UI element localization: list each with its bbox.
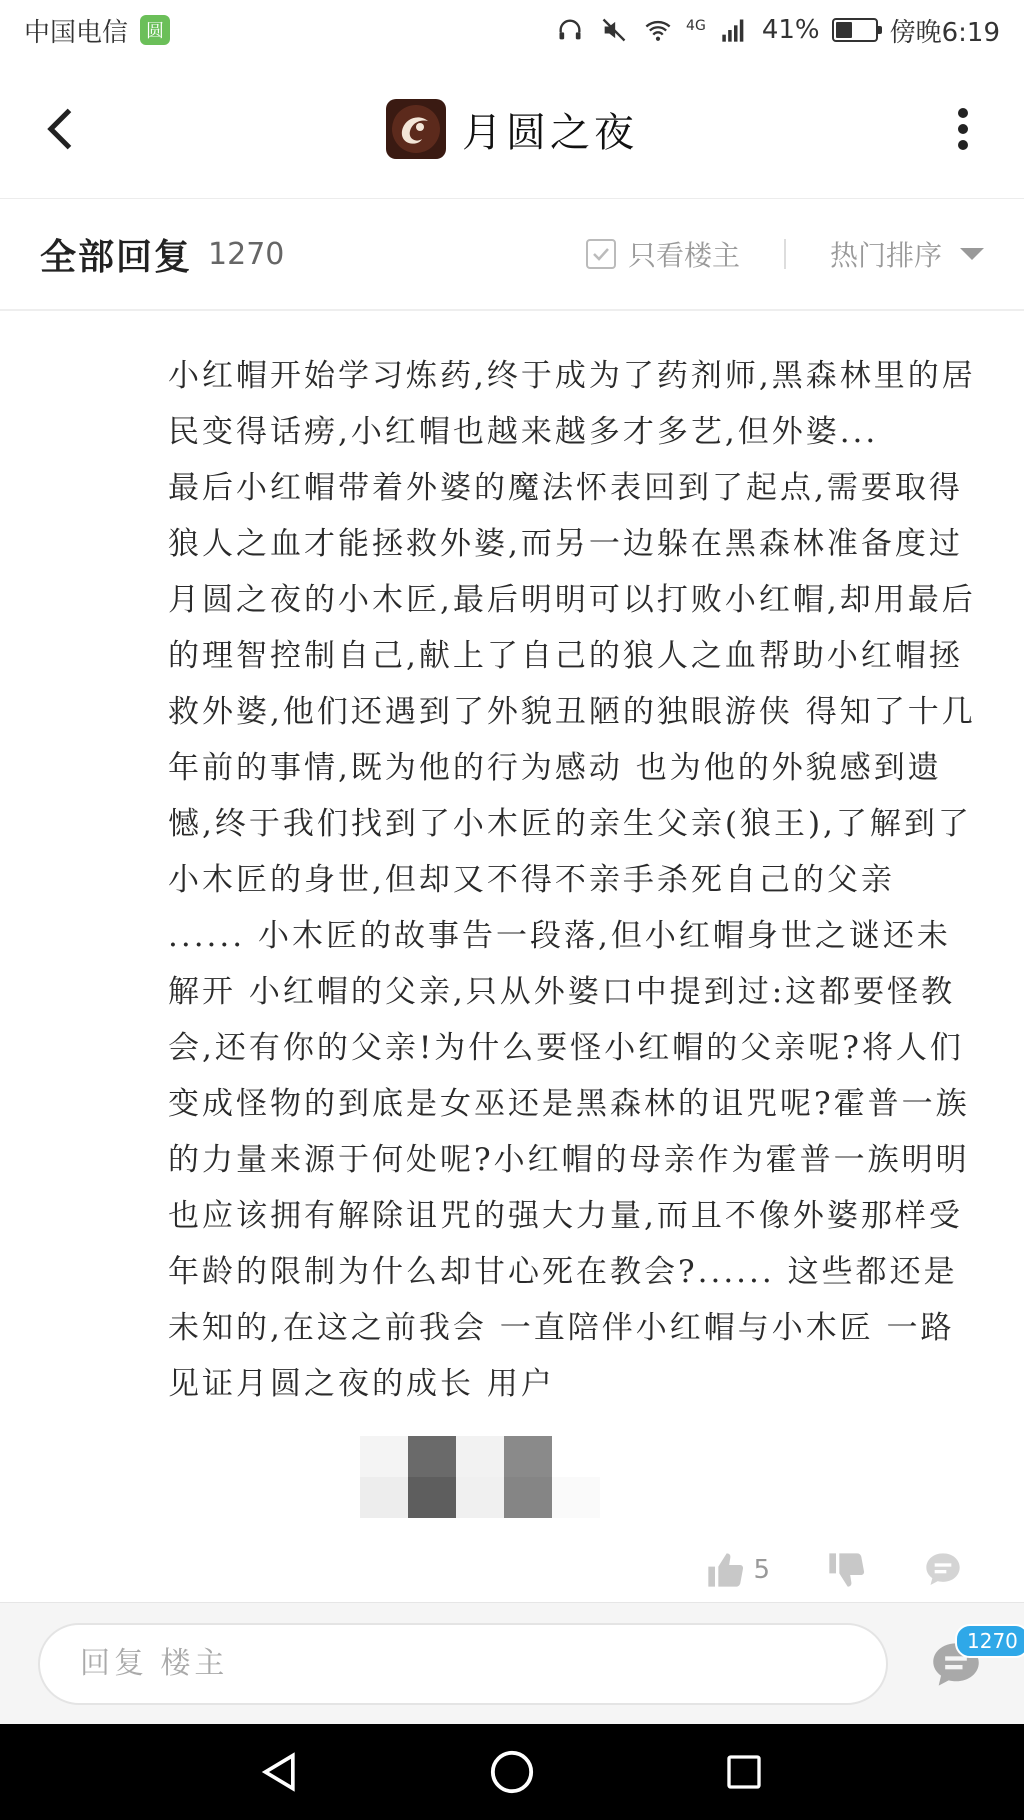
sort-label: 热门排序 [829, 239, 942, 272]
forum-title: 月圆之夜 [462, 109, 638, 156]
back-button[interactable] [36, 104, 86, 154]
system-recents-button[interactable] [718, 1746, 770, 1798]
system-back-button[interactable] [254, 1746, 306, 1798]
system-home-button[interactable] [486, 1746, 538, 1798]
battery-icon [832, 18, 878, 42]
comment-button[interactable] [922, 1550, 964, 1590]
post-text: 小红帽开始学习炼药,终于成为了药剂师,黑森林里的居民变得话痨,小红帽也越来越多才多艺,但外婆... 最后小红帽带着外婆的魔法怀表回到了起点,需要取得狼人之血才能拯救外婆,而另一边躲在黑森林准备度过月圆之夜的小木匠,最后明明可以打败小红帽,却用最后的理智控制自己,献上了自己的狼人之血帮助小红帽拯救外婆,他们还遇到了外貌丑陋的独眼游侠 得知了十几年前的事情,既为他的行为感动 也为他的外貌感到遗憾,终于我们找到了小木匠的亲生父亲(狼王),了解到了小木匠的身世,但却又不得不亲手杀死自己的父亲 ...... 小木匠的故事告一段落,但小红帽身世之谜还未解开 小红帽的父亲,只从外婆口中提到过:这都要怪教会,还有你的父亲!为什么要怪小红帽的父亲呢?将人们变成怪物的到底是女巫还是黑森林的诅咒呢?霍普一族的力量来源于何处呢?小红帽的母亲作为霍普一族明明也应该拥有解除诅咒的强大力量,而且不像外婆那样受年龄的限制为什么却甘心死在教会?...... 这些都还是未知的,在这之前我会 一直陪伴小红帽与小木匠 一路见证月圆之夜的成长 用户 [168, 358, 976, 1402]
thumbs-up-icon [705, 1550, 745, 1590]
post-actions [705, 1540, 964, 1600]
status-bar [0, 0, 1024, 60]
forum-title-group[interactable] [386, 99, 638, 159]
redaction-mosaic [360, 1436, 600, 1518]
mute-icon [598, 14, 630, 46]
carrier-name: 中国电信 [24, 17, 129, 48]
replies-filters [586, 234, 984, 274]
forum-logo-icon [386, 99, 446, 159]
status-right [554, 12, 1000, 49]
only-op-toggle[interactable] [586, 234, 740, 274]
more-button[interactable] [938, 104, 988, 154]
battery-fill [836, 22, 852, 38]
caret-down-icon [960, 248, 984, 260]
sort-dropdown[interactable] [830, 234, 984, 274]
signal-icon [718, 14, 750, 46]
only-op-label: 只看楼主 [627, 239, 740, 272]
headset-icon [554, 14, 586, 46]
thumbs-down-icon [826, 1550, 866, 1590]
like-count: 5 [753, 1555, 770, 1585]
network-type: 4G [686, 17, 706, 34]
checkbox-icon [586, 239, 616, 269]
reply-bar [0, 1602, 1024, 1725]
system-nav-bar [0, 1724, 1024, 1820]
status-left [24, 12, 170, 49]
replies-header [0, 199, 1024, 311]
nav-bar [0, 60, 1024, 199]
chevron-left-icon [44, 107, 78, 151]
wifi-icon [642, 14, 674, 46]
clock: 傍晚6:19 [889, 17, 1000, 48]
replies-count: 1270 [208, 236, 285, 272]
more-vertical-icon [957, 107, 969, 151]
filter-divider [784, 239, 786, 269]
circle-home-icon [489, 1749, 535, 1795]
square-recents-icon [724, 1752, 764, 1792]
reply-input[interactable] [38, 1623, 888, 1705]
reply-count-badge: 1270 [955, 1624, 1024, 1658]
all-replies-title: 全部回复 [40, 236, 193, 278]
triangle-back-icon [258, 1749, 302, 1795]
chat-bubble-icon [922, 1550, 964, 1590]
carrier-badge-icon: 圆 [140, 15, 170, 45]
battery-percent: 41% [761, 15, 820, 45]
like-button[interactable] [705, 1550, 770, 1590]
dislike-button[interactable] [826, 1550, 866, 1590]
